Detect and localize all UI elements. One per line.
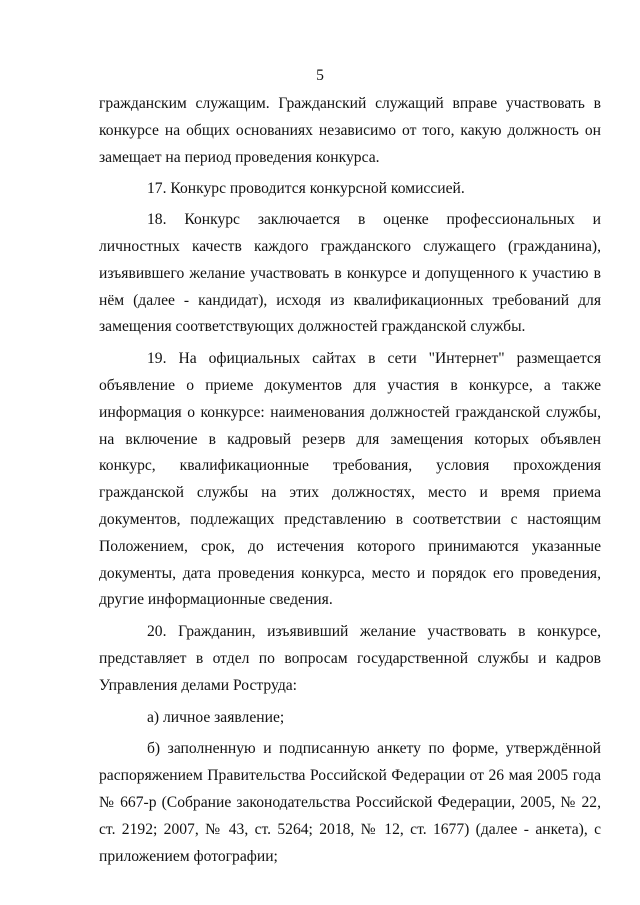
paragraph-16-continuation: гражданским служащим. Гражданский служащий вправе участвовать в конкурсе на общих основаниях независимо от того, какую должность он замещает на период проведения конкурса. [99, 95, 601, 166]
paragraph-18: 18. Конкурс заключается в оценке профессиональных и личностных качеств каждого гражданского служащего (гражданина), изъявившего желание участвовать в конкурсе и допущенного к участию в нём (далее - кандидат), исходя из квалификационных требований для замещения соответствующих должностей гражданской службы. [99, 211, 601, 336]
list-item-a: а) личное заявление; [147, 708, 285, 726]
document-body [99, 91, 601, 870]
paragraph-20: 20. Гражданин, изъявивший желание участвовать в конкурсе, представляет в отдел по вопросам государственной службы и кадров Управления делами Роструда: [99, 623, 601, 694]
page-number: 5 [316, 67, 324, 84]
paragraph-17: 17. Конкурс проводится конкурсной комиссией. [147, 180, 465, 198]
paragraph-19: 19. На официальных сайтах в сети "Интернет" размещается объявление о приеме документов для участия в конкурсе, а также информация о конкурсе: наименования должностей гражданской службы, на включение в кадровый резерв для замещения которых объявлен конкурс, квалификационные требования, условия прохождения гражданской службы на этих должностях, место и время приема документов, подлежащих представлению в соответствии с настоящим Положением, срок, до истечения которого принимаются указанные документы, дата проведения конкурса, место и порядок его проведения, другие информационные сведения. [99, 350, 601, 609]
list-item-b: б) заполненную и подписанную анкету по форме, утверждённой распоряжением Правительства Российской Федерации от 26 мая 2005 года № 667-р (Собрание законодательства Российской Федерации, 2005, № 22, ст. 2192; 2007, № 43, ст. 5264; 2018, № 12, ст. 1677) (далее - анкета), с приложением фотографии; [99, 740, 601, 865]
